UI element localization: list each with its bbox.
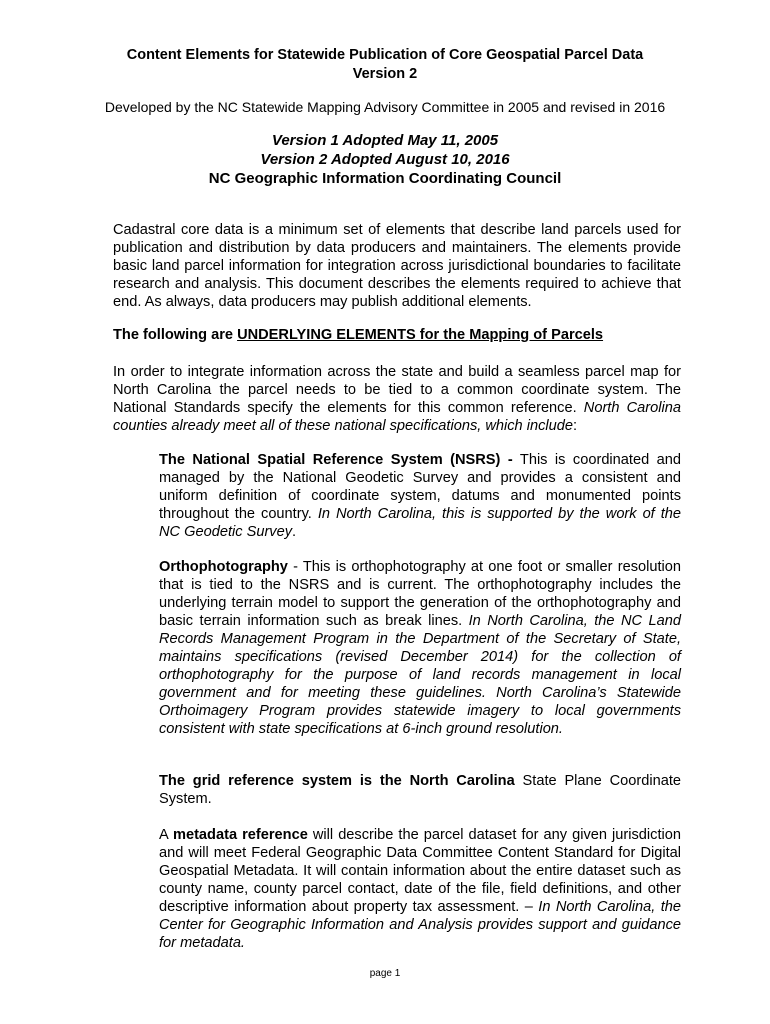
section-heading-prefix: The following are [113,327,238,343]
version-2-adopted: Version 2 Adopted August 10, 2016 [260,151,510,168]
integrate-suffix: : [572,418,578,434]
orthophotography-item [159,558,681,738]
ortho-italic: In North Carolina, the NC Land Records Management Program in the Department of the Secretary of State, maintains specifications (revised December 2014) for the collection of orthophotography for the purpose of land records management in local government and for meeting these guidelines. North Carolina’s Statewide Orthoimagery Program provides statewide imagery to local governments consistent with state specifications at 6-inch ground resolution. [159,613,681,737]
nsrs-italic: In North Carolina, this is supported by the work of the NC Geodetic Survey [159,506,681,540]
metadata-item [159,826,681,952]
nsrs-suffix: . [292,524,297,540]
title-line-2: Version 2 [352,66,418,82]
council-name: NC Geographic Information Coordinating Council [208,170,562,187]
intro-paragraph: Cadastral core data is a minimum set of elements that describe land parcels used for publication and distribution by data producers and maintainers. The elements provide basic land parcel information for integration across jurisdictional boundaries to facilitate research and analysis. This document describes the elements required to achieve that end. As always, data producers may publish additional elements. [113,222,681,310]
metadata-bold: metadata reference [172,827,308,843]
developed-by: Developed by the NC Statewide Mapping Advisory Committee in 2005 and revised in 2016 [104,99,666,115]
grid-text: State Plane Coordinate System. [159,773,681,807]
nsrs-text: This is coordinated and managed by the National Geodetic Survey and provides a consistent and uniform definition of coordinate system, datums and monumented points throughout the country. [159,452,681,522]
ortho-text: - This is orthophotography at one foot or smaller resolution that is tied to the NSRS and is current. The orthophotography includes the underlying terrain model to support the generation of the orthophotography and basic terrain information such as break lines. [159,559,681,629]
ortho-bold: Orthophotography [159,559,288,575]
version-1-adopted: Version 1 Adopted May 11, 2005 [271,132,499,149]
integrate-italic: North Carolina counties already meet all of these national specifications, which include [113,400,681,434]
nsrs-bold: The National Spatial Reference System (NSRS) - [159,452,513,468]
title-line-1: Content Elements for Statewide Publication of Core Geospatial Parcel Data [126,47,644,63]
document-title [100,46,670,84]
integrate-paragraph [113,363,681,435]
adoption-block [100,131,670,188]
metadata-text: will describe the parcel dataset for any given jurisdiction and will meet Federal Geographic Data Committee Content Standard for Digital Geospatial Metadata. It will contain information about the entire dataset such as county name, county parcel contact, date of the file, field definitions, and other descriptive information about property tax assessment. – [159,827,681,915]
section-heading [113,326,681,344]
integrate-text: In order to integrate information across the state and build a seamless parcel map for North Carolina the parcel needs to be tied to a common coordinate system. The National Standards specify the elements for this common reference. [113,364,681,416]
nsrs-item [159,451,681,541]
page-number: page 1 [369,968,401,979]
section-heading-underlined: UNDERLYING ELEMENTS for the Mapping of Parcels [237,327,604,343]
grid-reference-item [159,772,681,808]
metadata-italic: In North Carolina, the Center for Geographic Information and Analysis provides support and guidance for metadata. [159,899,681,951]
metadata-prefix: A [159,827,173,843]
grid-bold: The grid reference system is the North Carolina [159,773,515,789]
